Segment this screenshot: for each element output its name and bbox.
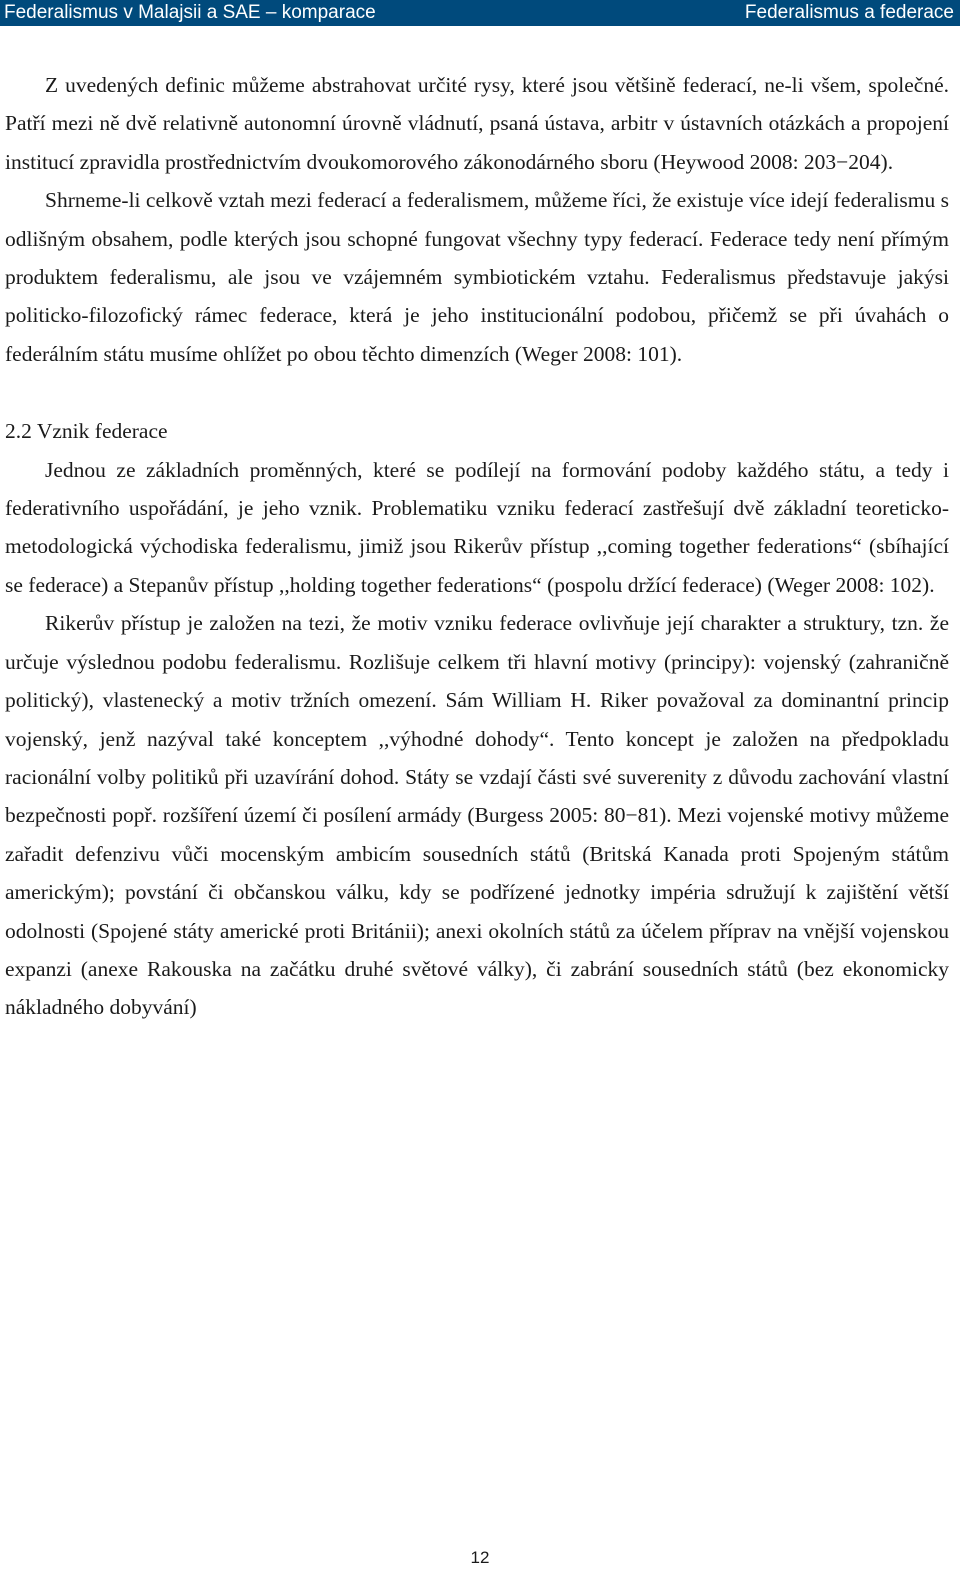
paragraph-origin-of-federation: Jednou ze základních proměnných, které se podílejí na formování podoby každého státu, a tedy i federativního uspořádání, je jeho vznik. Problematiku vzniku federací zastřešují dvě základní teoreticko-metodologická východiska federalismu, jimiž jsou Rikerův přístup ,,coming together federations“ (sbíhající se federace) a Stepanův přístup ,,holding together federations“ (pospolu držící federace) (Weger 2008: 102). — [5, 457, 949, 597]
paragraph-riker-approach: Rikerův přístup je založen na tezi, že motiv vzniku federace ovlivňuje její charakter a struktury, tzn. že určuje výslednou podobu federalismu. Rozlišuje celkem tři hlavní motivy (principy): vojenský (zahraničně politický), vlastenecký a motiv tržních omezení. Sám William H. Riker považoval za dominantní princip vojenský, jenž nazýval také konceptem ,,výhodné dohody“. Tento koncept je založen na předpokladu racionální volby politiků při uzavírání dohod. Státy se vzdají části své suverenity z důvodu zachování vlastní bezpečnosti popř. rozšíření území či posílení armády (Burgess 2005: 80−81). Mezi vojenské motivy můžeme zařadit defenzivu vůči mocenským ambicím sousedních států (Britská Kanada proti Spojeným státům americkým); povstání či občanskou válku, kdy se podřízené jednotky impéria sdružují k zajištění větší odolnosti (Spojené státy americké proti Británii); anexi okolních států za účelem příprav na vnější vojenskou expanzi (anexe Rakouska na začátku druhé světové války), či zabrání sousedních států (bez ekonomicky nákladného dobyvání) — [5, 611, 949, 1020]
paragraph-definitions-summary: Z uvedených definic můžeme abstrahovat určité rysy, které jsou většině federací, ne-li všem, společné. Patří mezi ně dvě relativně autonomní úrovně vládnutí, psaná ústava, arbitr v ústavních otázkách a propojení institucí zpravidla prostřednictvím dvoukomorového zákonodárného sboru (Heywood 2008: 203−204). — [5, 73, 949, 174]
section-heading: 2.2 Vznik federace — [5, 419, 168, 444]
header-chapter-title: Federalismus a federace — [744, 2, 954, 23]
page-number: 12 — [470, 1548, 490, 1567]
document-body — [5, 66, 949, 1027]
header-document-title: Federalismus v Malajsii a SAE – komparace — [4, 2, 376, 23]
paragraph-federation-federalism: Shrneme-li celkově vztah mezi federací a federalismem, můžeme říci, že existuje více idejí federalismu s odlišným obsahem, podle kterých jsou schopné fungovat všechny typy federací. Federace tedy není přímým produktem federalismu, ale jsou ve vzájemném symbiotickém vztahu. Federalismus představuje jakýsi politicko-filozofický rámec federace, která je jeho institucionální podobou, přičemž se při úvahách o federálním státu musíme ohlížet po obou těchto dimenzích (Weger 2008: 101). — [5, 188, 949, 366]
page-header — [0, 0, 960, 26]
